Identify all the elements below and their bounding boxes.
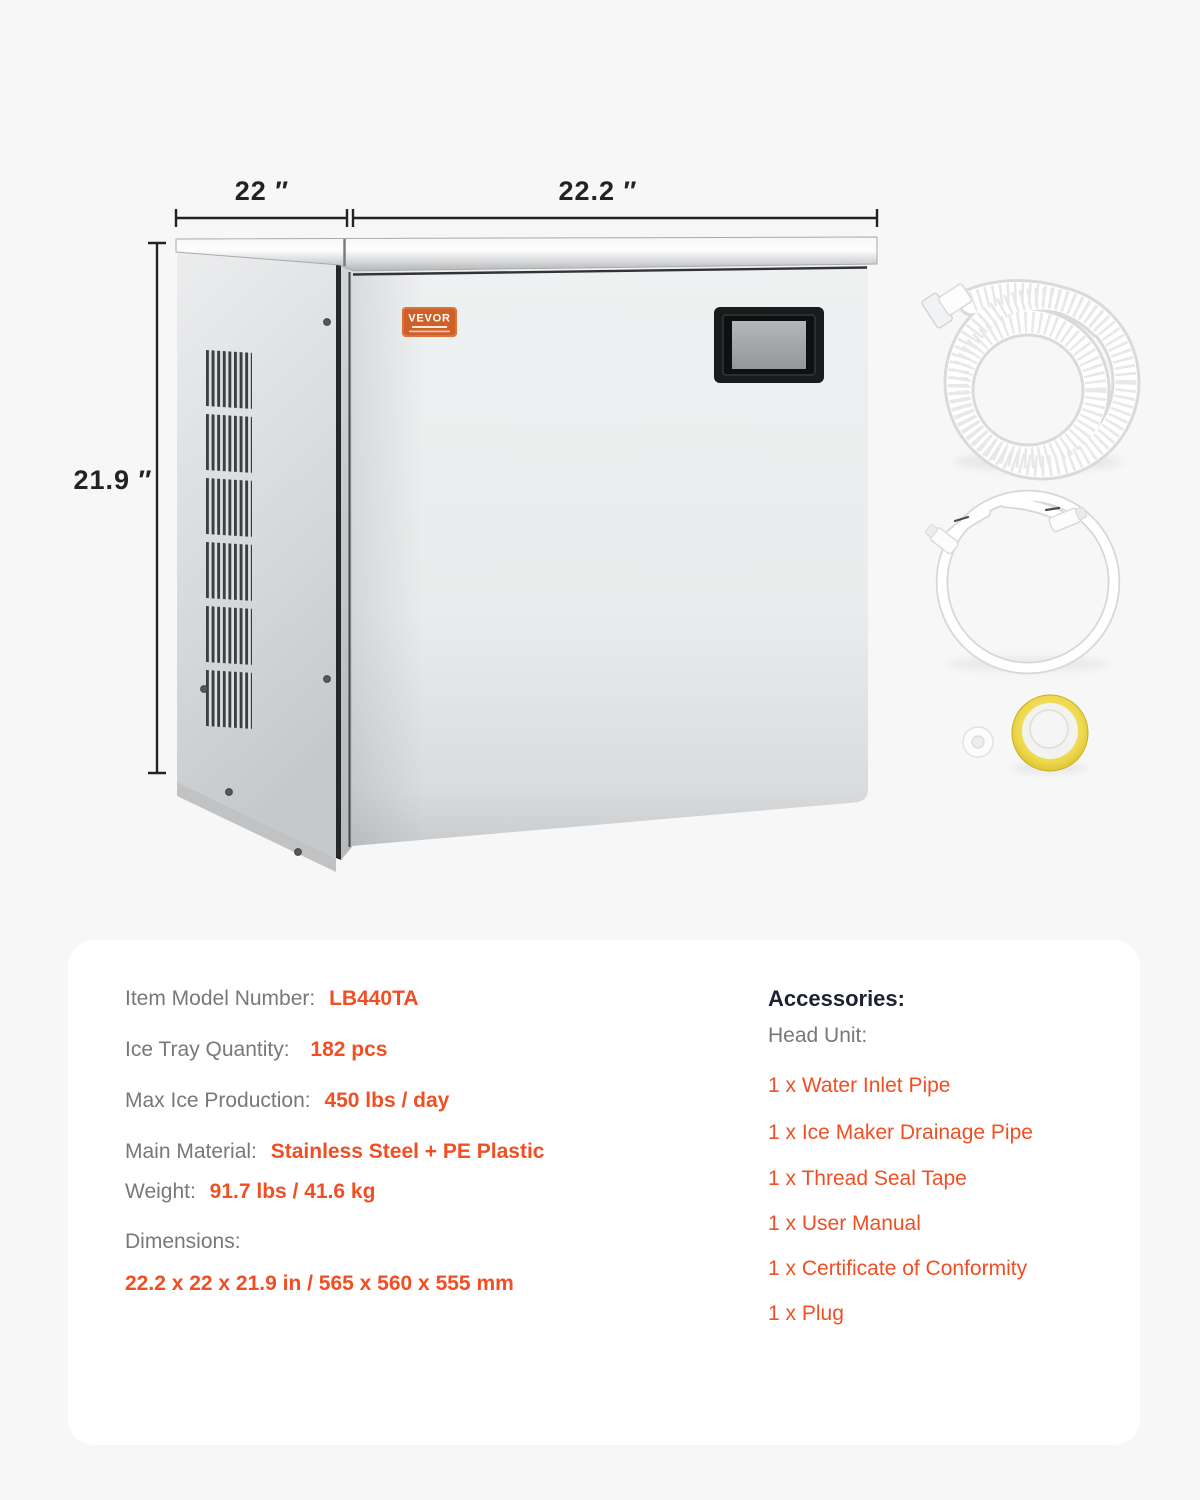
accessories-images	[921, 278, 1126, 773]
spec-row-ice-tray-quantity	[125, 1037, 387, 1063]
spec-value: LB440TA	[329, 987, 419, 1010]
spec-row-weight	[125, 1179, 375, 1205]
accessories-subheading: Head Unit:	[768, 1024, 868, 1047]
accessory-item-plug: 1 x Plug	[768, 1302, 844, 1325]
ice-maker-machine	[176, 237, 877, 872]
dimension-label-front-width: 22.2 ″	[558, 176, 638, 206]
spec-value: 182 pcs	[310, 1038, 388, 1061]
vevor-logo-text: VEVOR	[408, 312, 451, 325]
dimension-label-height: 21.9 ″	[73, 465, 153, 495]
accessory-item-user-manual: 1 x User Manual	[768, 1212, 921, 1235]
dimension-line-height	[148, 243, 166, 773]
spec-row-main-material	[125, 1139, 544, 1165]
spec-label: Max Ice Production:	[125, 1089, 311, 1112]
spec-value: 91.7 lbs / 41.6 kg	[209, 1180, 376, 1203]
spec-row-dimensions-value	[125, 1271, 514, 1297]
spec-label: Main Material:	[125, 1140, 257, 1163]
spec-value: 22.2 x 22 x 21.9 in / 565 x 560 x 555 mm	[125, 1272, 514, 1295]
spec-label: Weight:	[125, 1180, 196, 1203]
spec-label: Dimensions:	[125, 1230, 241, 1253]
control-panel-display	[714, 307, 824, 383]
accessory-item-drainage-pipe: 1 x Ice Maker Drainage Pipe	[768, 1121, 1033, 1144]
thread-seal-tape-image	[1012, 695, 1088, 771]
accessory-item-certificate: 1 x Certificate of Conformity	[768, 1257, 1028, 1280]
spec-row-max-ice-production	[125, 1088, 449, 1114]
dimension-label-side-width: 22 ″	[234, 176, 290, 206]
spec-value: 450 lbs / day	[324, 1089, 450, 1112]
spec-label: Item Model Number:	[125, 987, 316, 1010]
dimension-line-top-side	[176, 209, 347, 227]
spec-label: Ice Tray Quantity:	[125, 1038, 290, 1061]
water-inlet-pipe-image	[923, 496, 1114, 668]
specs-panel	[68, 940, 1140, 1445]
washer-image	[963, 727, 993, 757]
drainage-hose-image	[921, 278, 1126, 466]
spec-row-dimensions-label	[125, 1229, 241, 1255]
dimension-line-top-front	[353, 209, 877, 227]
spec-value: Stainless Steel + PE Plastic	[270, 1140, 545, 1163]
accessory-item-water-inlet-pipe: 1 x Water Inlet Pipe	[768, 1074, 951, 1097]
machine-corner-fold	[336, 263, 341, 860]
machine-side-panel	[177, 253, 336, 858]
accessories-heading: Accessories:	[768, 986, 905, 1011]
accessory-item-thread-seal-tape: 1 x Thread Seal Tape	[768, 1167, 967, 1190]
spec-row-model-number	[125, 986, 419, 1012]
vevor-logo-badge	[402, 307, 457, 337]
